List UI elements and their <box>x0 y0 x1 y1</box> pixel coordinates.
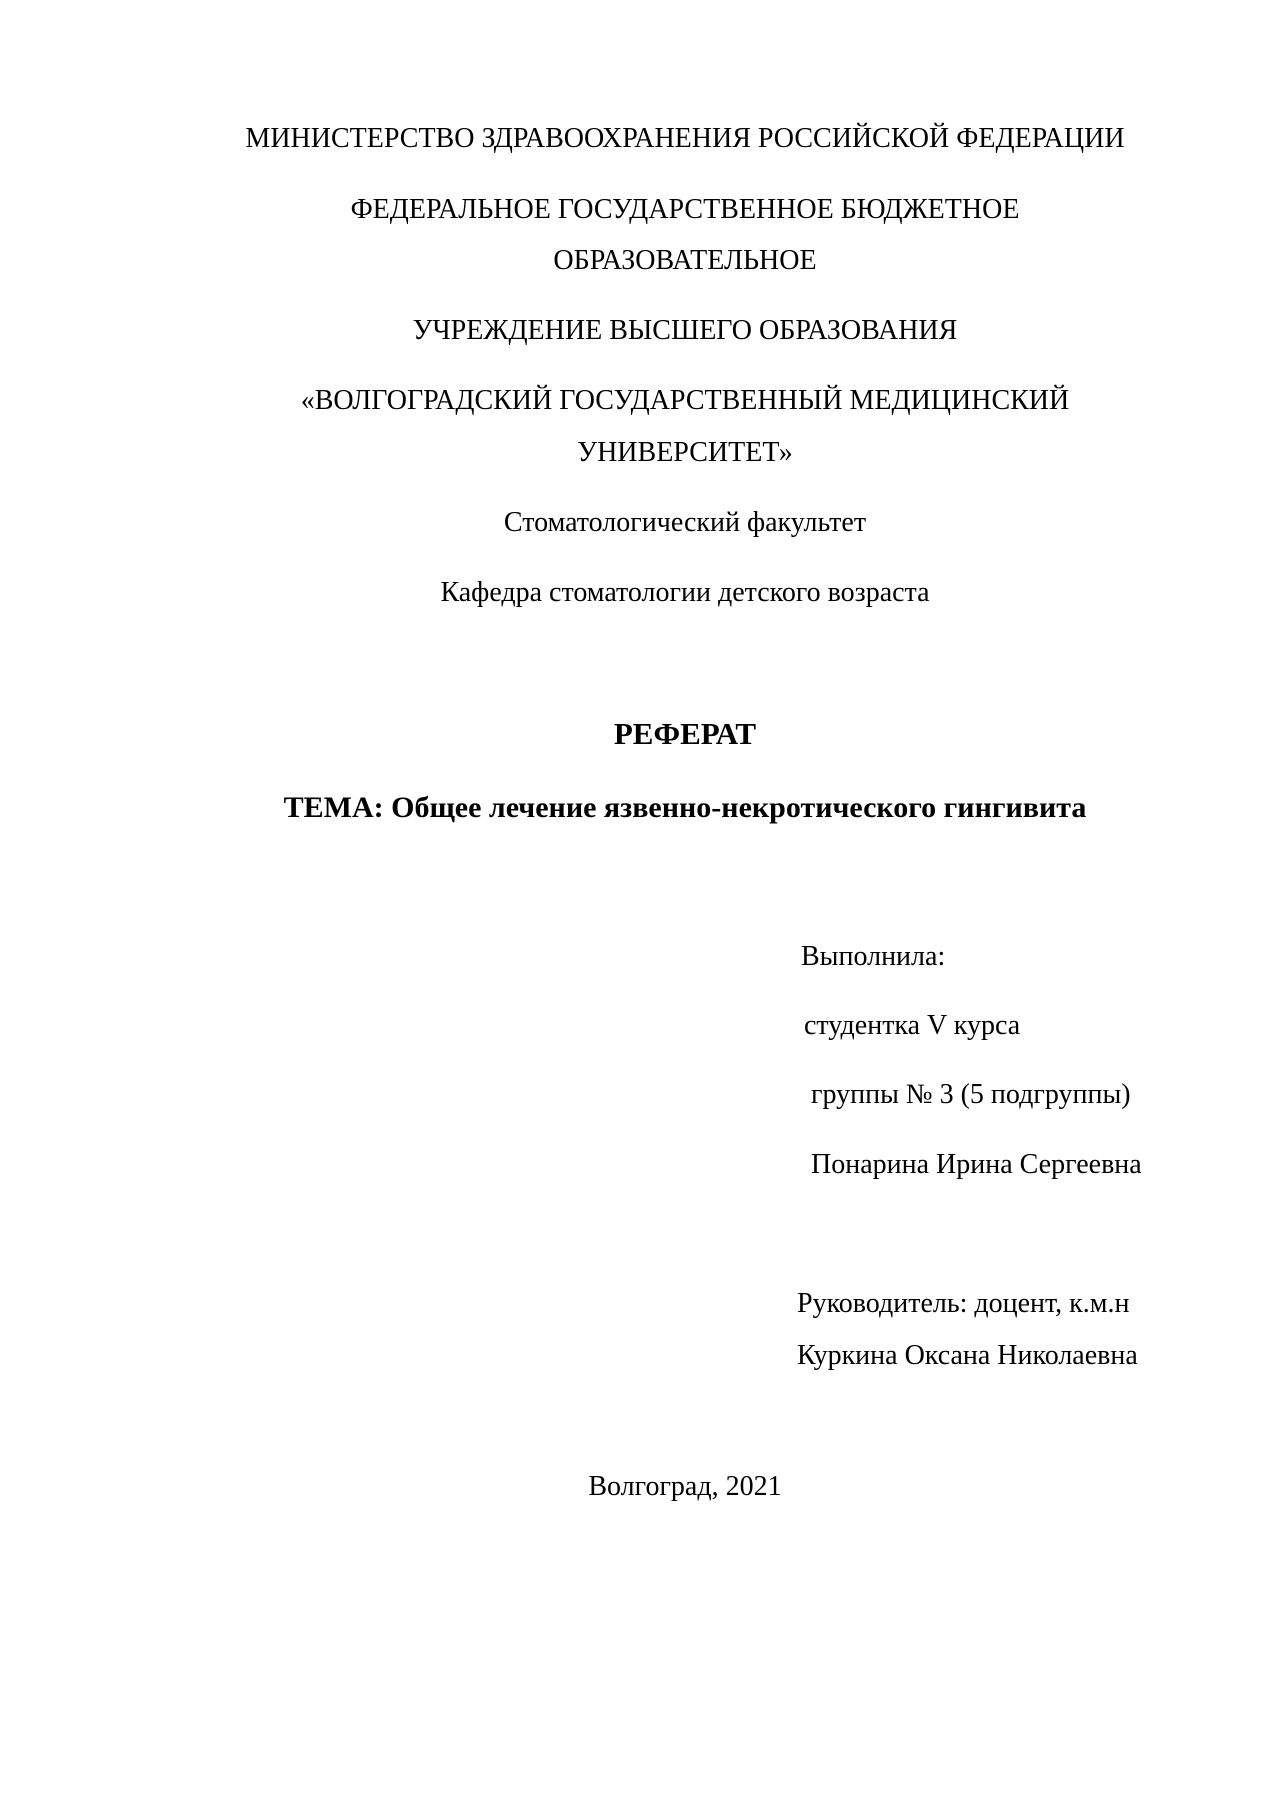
author-course: студентка V курса <box>804 1010 1021 1041</box>
federal-line-1: ФЕДЕРАЛЬНОЕ ГОСУДАРСТВЕННОЕ БЮДЖЕТНОЕ <box>350 194 1020 225</box>
university-line-2: УНИВЕРСИТЕТ» <box>577 437 793 468</box>
author-name: Понарина Ирина Сергеевна <box>811 1149 1142 1180</box>
supervisor-name: Куркина Оксана Николаевна <box>797 1340 1138 1371</box>
faculty-line: Стоматологический факультет <box>503 507 867 538</box>
federal-line-2: ОБРАЗОВАТЕЛЬНОЕ <box>553 245 817 276</box>
institution-line: УЧРЕЖДЕНИЕ ВЫСШЕГО ОБРАЗОВАНИЯ <box>412 315 958 346</box>
university-line-1: «ВОЛГОГРАДСКИЙ ГОСУДАРСТВЕННЫЙ МЕДИЦИНСКИЙ <box>300 385 1070 416</box>
city-year: Волгоград, 2021 <box>588 1471 782 1502</box>
theme-title: ТЕМА: Общее лечение язвенно-некротического гингивита <box>283 791 1087 824</box>
department-line: Кафедра стоматологии детского возраста <box>440 577 930 608</box>
supervisor-label: Руководитель: доцент, к.м.н <box>797 1288 1130 1319</box>
ministry-line: МИНИСТЕРСТВО ЗДРАВООХРАНЕНИЯ РОССИЙСКОЙ ФЕДЕРАЦИИ <box>245 123 1125 154</box>
author-group: группы № 3 (5 подгруппы) <box>811 1079 1131 1110</box>
author-label: Выполнила: <box>801 941 946 972</box>
doc-type-title: РЕФЕРАТ <box>613 716 757 751</box>
